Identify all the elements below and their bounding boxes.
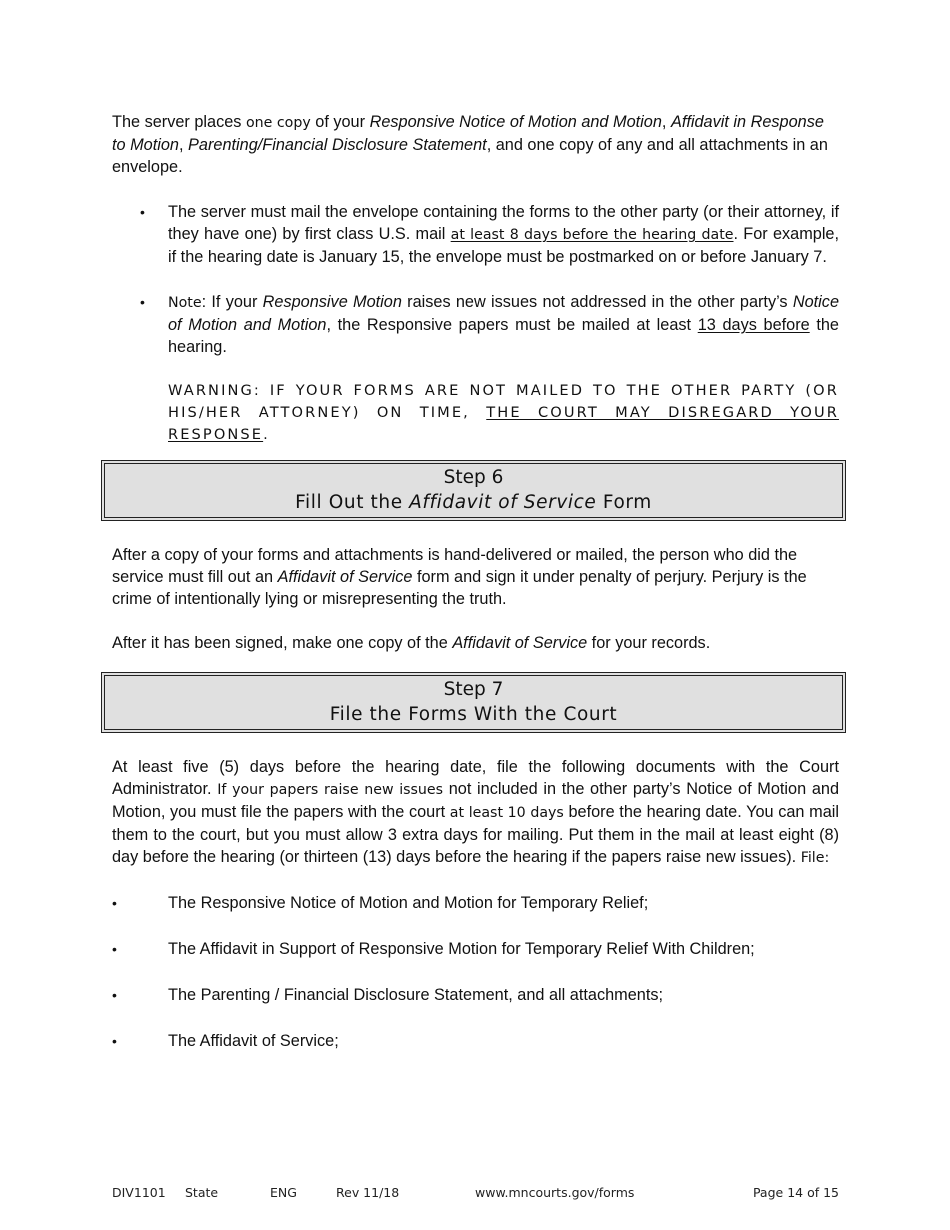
bullet-form-name: Responsive Motion [262, 293, 402, 311]
step-title-text: Fill Out the [295, 492, 410, 513]
paragraph-text: After it has been signed, make one copy of the [112, 634, 453, 652]
page-number: Page 14 of 15 [752, 1185, 839, 1200]
step-7-heading [101, 672, 846, 733]
paragraph-emphasis: File: [800, 850, 830, 866]
warning-text: WARNING: IF YOUR FORMS ARE NOT MAILED TO THE OTHER PARTY (OR HIS/HER ATTORNEY) ON TIME, [168, 382, 839, 421]
footer-revision: Rev 11/18 [336, 1185, 400, 1200]
warning-underlined: THE COURT MAY DISREGARD YOUR RESPONSE [168, 404, 840, 443]
mail-instructions-bullet [112, 201, 839, 268]
footer-url[interactable]: www.mncourts.gov/forms [475, 1185, 635, 1200]
intro-text: of your [310, 113, 370, 131]
intro-form-name: Affidavit in Response to Motion [112, 113, 824, 154]
footer-state: State [185, 1185, 219, 1200]
intro-text: The server places [112, 113, 246, 131]
step-6-records-paragraph [112, 632, 839, 654]
deadline-underlined: at least 8 days before the hearing date [450, 227, 734, 243]
step-6-paragraph [112, 544, 839, 610]
step-number: Step 6 [443, 467, 504, 488]
form-code: DIV1101 [112, 1185, 166, 1200]
note-label: Note [168, 295, 202, 311]
paragraph-text: not included in the other party’s Notice of Motion and Motion, you must file the papers with the court [112, 780, 839, 821]
intro-form-name: Responsive Notice of Motion and Motion [369, 113, 662, 131]
step-title-text: Form [596, 492, 652, 513]
bullet-icon: • [112, 987, 117, 1003]
warning-text: . [263, 426, 270, 443]
note-bullet [112, 291, 839, 358]
deadline-underlined: 13 days before [697, 316, 810, 334]
step-number: Step 7 [443, 679, 504, 700]
paragraph-text: before the hearing date. You can mail them to the court, but you must allow 3 extra days for mailing. Put them in the mail at least eight (8) day before the hearing (or thirteen (13) days before the hearing if the papers raise new issues). [112, 803, 839, 866]
bullet-icon: • [140, 294, 145, 310]
step-title [105, 490, 842, 515]
bullet-text: The server must mail the envelope containing the forms to the other party (or their attorney, if they have one) by first class U.S. mail [168, 203, 839, 243]
step-7-paragraph [112, 756, 839, 869]
document-page [112, 111, 839, 1052]
list-item-text: The Affidavit of Service; [168, 1032, 339, 1050]
warning-paragraph [168, 380, 839, 446]
bullet-text: . For example, if the hearing date is January 15, the envelope must be postmarked on or before January 7. [168, 225, 840, 266]
paragraph-form-name: Affidavit of Service [452, 634, 588, 652]
list-item [112, 984, 839, 1006]
list-item [112, 892, 839, 914]
step-title-form: Affidavit of Service [409, 492, 597, 513]
paragraph-text: form and sign it under penalty of perjury. Perjury is the crime of intentionally lying or misrepresenting the truth. [112, 568, 807, 608]
list-item-text: The Responsive Notice of Motion and Motion for Temporary Relief; [168, 894, 649, 912]
bullet-icon: • [112, 1033, 117, 1049]
bullet-icon: • [112, 895, 117, 911]
list-item [112, 1030, 839, 1052]
bullet-text: the hearing. [168, 316, 839, 356]
paragraph-emphasis: at least 10 days [449, 805, 564, 821]
intro-one-copy: one copy [245, 115, 311, 131]
bullet-text: , the Responsive papers must be mailed at least [326, 316, 698, 334]
bullet-form-name: Notice of Motion and Motion [168, 293, 839, 334]
list-item-text: The Parenting / Financial Disclosure Statement, and all attachments; [168, 986, 664, 1004]
bullet-icon: • [112, 941, 117, 957]
paragraph-text: for your records. [587, 634, 711, 652]
list-item [112, 938, 839, 960]
step-title: File the Forms With the Court [329, 704, 618, 725]
paragraph-text: After a copy of your forms and attachments is hand-delivered or mailed, the person who did the service must fill out an [112, 546, 798, 586]
intro-paragraph [112, 111, 839, 178]
bullet-icon: • [140, 204, 145, 220]
page-footer [112, 1185, 839, 1203]
list-item-text: The Affidavit in Support of Responsive Motion for Temporary Relief With Children; [168, 940, 755, 958]
paragraph-text: At least five (5) days before the hearing date, file the following documents with the Court Administrator. [112, 758, 839, 798]
intro-text: , [178, 136, 189, 154]
intro-text: , and one copy of any and all attachments in an envelope. [112, 136, 828, 176]
bullet-text: raises new issues not addressed in the other party’s [401, 293, 793, 311]
footer-language: ENG [270, 1185, 297, 1200]
bullet-text: : If your [201, 293, 263, 311]
paragraph-emphasis: If your papers raise new issues [217, 782, 444, 798]
intro-text: , [661, 113, 671, 131]
step-6-heading [101, 460, 846, 521]
paragraph-form-name: Affidavit of Service [277, 568, 413, 586]
intro-form-name: Parenting/Financial Disclosure Statement [188, 136, 487, 154]
